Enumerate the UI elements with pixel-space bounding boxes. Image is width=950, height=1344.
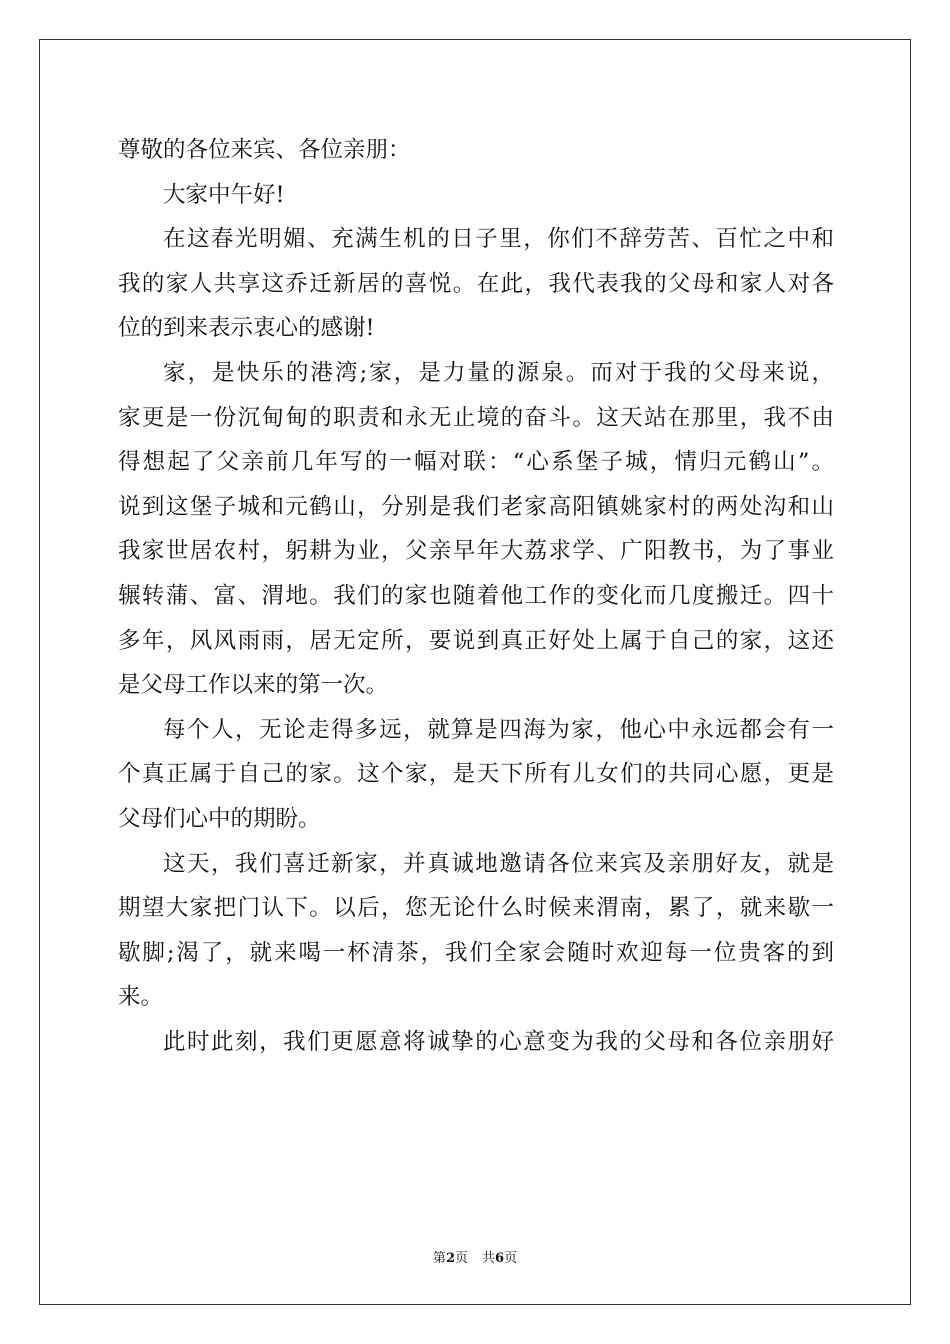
text-line: 歇脚;渴了，就来喝一杯清茶，我们全家会随时欢迎每一位贵客的到 <box>118 939 834 966</box>
text-line: 来。 <box>118 984 164 1011</box>
text-line: 每个人，无论走得多远，就算是四海为家，他心中永远都会有一 <box>163 716 834 743</box>
text-line: 这天，我们喜迁新家，并真诚地邀请各位来宾及亲朋好友，就是 <box>163 850 834 877</box>
page-total: 6 <box>495 1251 505 1266</box>
text-line: 家更是一份沉甸甸的职责和永无止境的奋斗。这天站在那里，我不由 <box>118 404 834 431</box>
text-line: 辗转蒲、富、渭地。我们的家也随着他工作的变化而几度搬迁。四十 <box>118 582 834 609</box>
page-current: 2 <box>445 1251 455 1266</box>
text-line: 多年，风风雨雨，居无定所，要说到真正好处上属于自己的家，这还 <box>118 627 834 654</box>
text-line: 尊敬的各位来宾、各位亲朋： <box>118 137 411 163</box>
total-prefix: 共 <box>482 1251 496 1266</box>
document-body <box>118 128 834 1064</box>
text-line: 得想起了父亲前几年写的一幅对联：“心系堡子城，情归元鹤山”。 <box>118 449 834 476</box>
text-line: 家，是快乐的港湾;家，是力量的源泉。而对于我的父母来说， <box>163 359 834 386</box>
text-line: 此时此刻，我们更愿意将诚挚的心意变为我的父母和各位亲朋好 <box>163 1028 834 1055</box>
page-suffix: 页 <box>454 1251 468 1266</box>
text-line: 位的到来表示衷心的感谢! <box>118 315 375 342</box>
text-line: 期望大家把门认下。以后，您无论什么时候来渭南，累了，就来歇一 <box>118 895 834 922</box>
text-line: 我家世居农村，躬耕为业，父亲早年大荔求学、广阳教书，为了事业 <box>118 538 834 565</box>
text-line: 是父母工作以来的第一次。 <box>118 672 389 699</box>
text-line: 我的家人共享这乔迁新居的喜悦。在此，我代表我的父母和家人对各 <box>118 270 834 297</box>
text-line: 在这春光明媚、充满生机的日子里，你们不辞劳苦、百忙之中和 <box>163 226 834 253</box>
page-prefix: 第 <box>432 1251 446 1266</box>
text-line: 个真正属于自己的家。这个家，是天下所有儿女们的共同心愿，更是 <box>118 761 834 788</box>
total-suffix: 页 <box>504 1251 518 1266</box>
page-footer <box>0 1247 950 1266</box>
text-line: 大家中午好! <box>163 181 285 208</box>
text-line: 父母们心中的期盼。 <box>118 805 321 832</box>
text-line: 说到这堡子城和元鹤山，分别是我们老家高阳镇姚家村的两处沟和山 <box>118 493 834 520</box>
